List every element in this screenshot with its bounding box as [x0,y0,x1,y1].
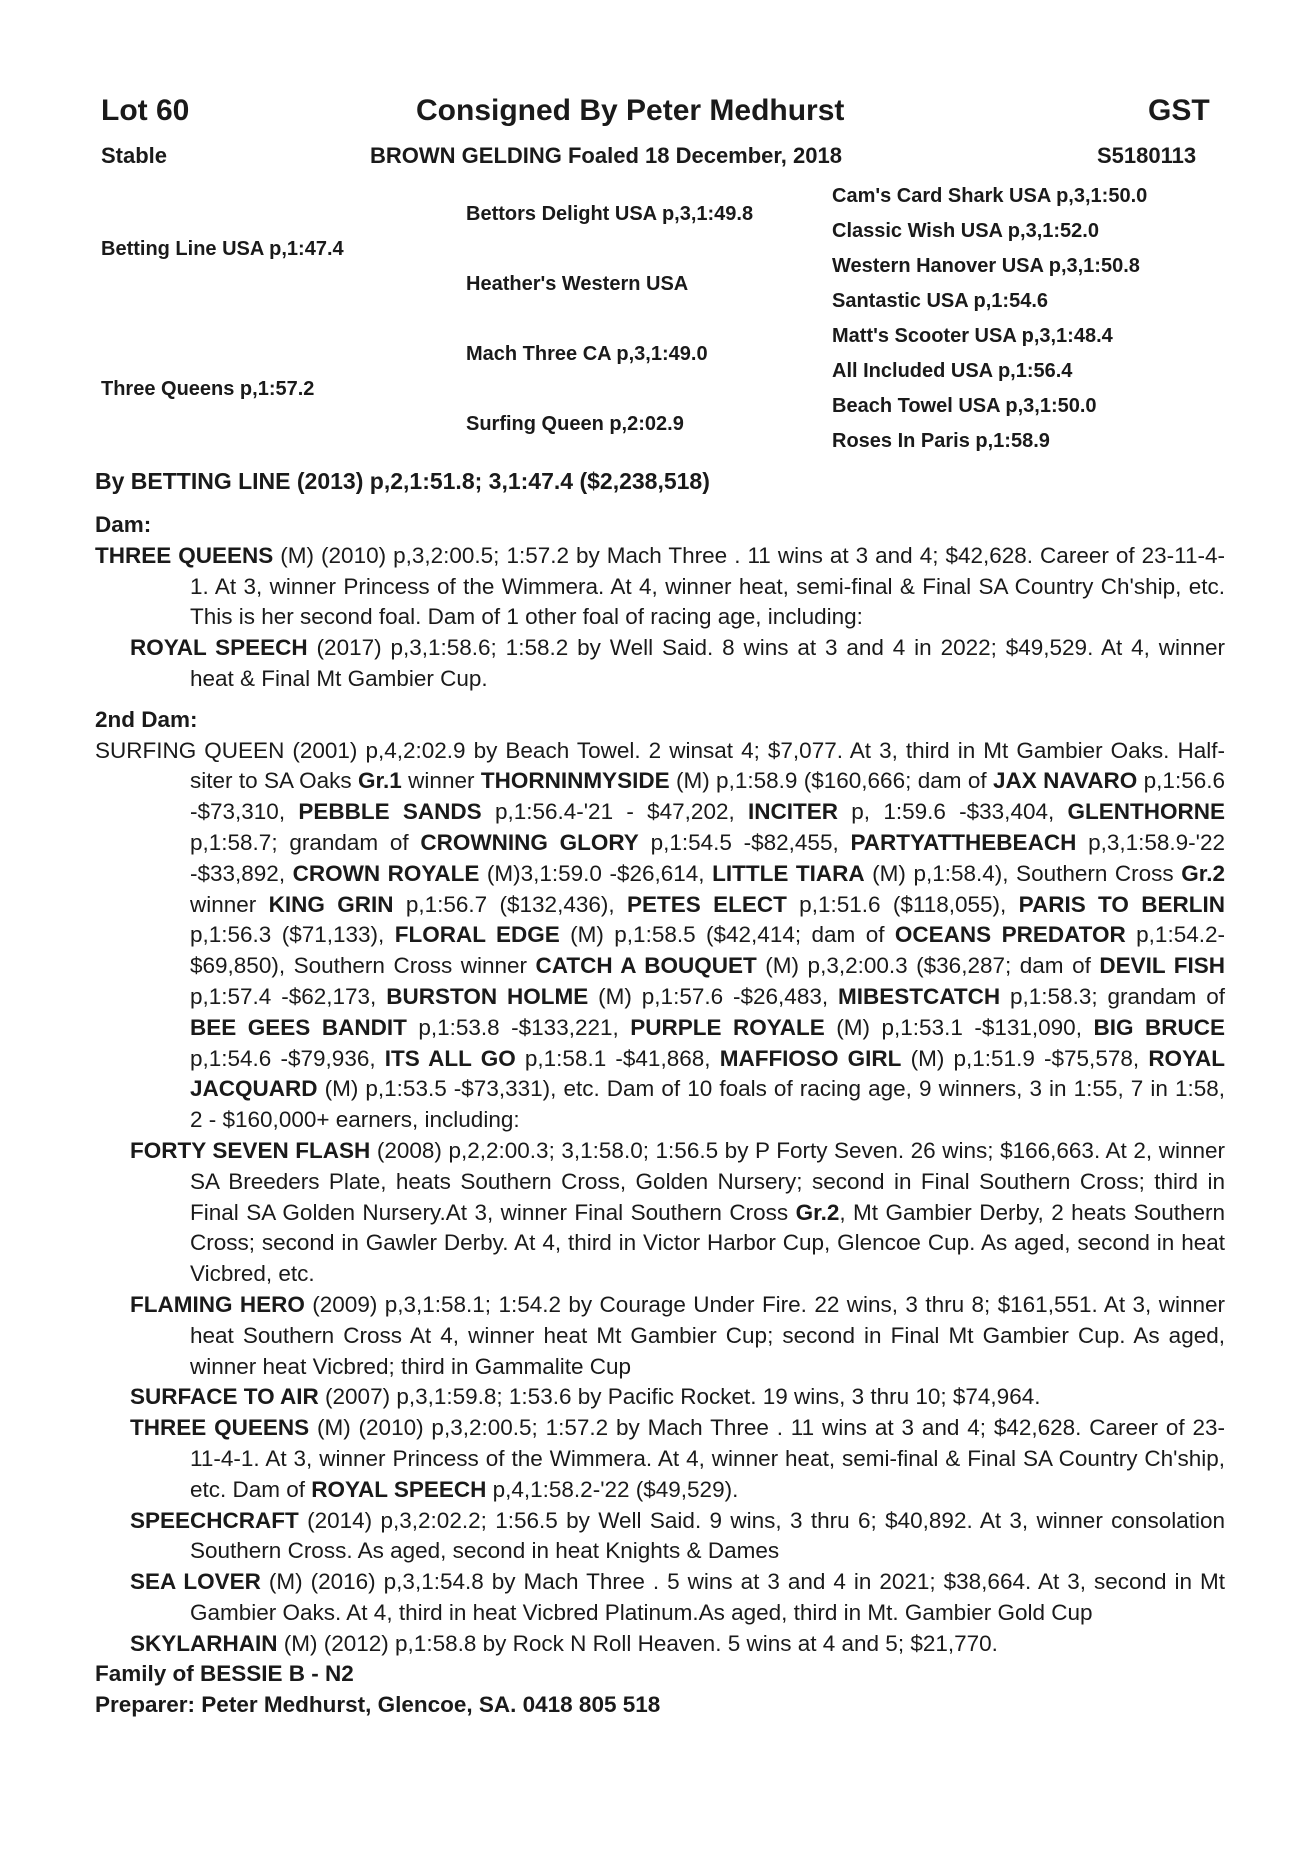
horse-description: BROWN GELDING Foaled 18 December, 2018 [370,143,842,168]
text-run: p,3,1:58.9-'22 -$33,892, [190,829,1225,886]
bold-run: CROWN ROYALE [292,860,480,886]
second-dam-heading: 2nd Dam: [95,706,198,732]
text-run: p,1:58.3; grandam of [1000,983,1225,1009]
progeny-name: SKYLARHAIN [130,1630,278,1656]
text-run: p,1:53.8 -$133,221, [406,1014,631,1040]
dam-text: (M) (2010) p,3,2:00.5; 1:57.2 by Mach Three . 11 wins at 3 and 4; $42,628. Career of 23-11-4-1. At 3, winner Princess of the Wimmera. At 4, winner heat, semi-final & Final SA Country Ch'ship, etc. This is her second foal. Dam of 1 other foal of racing age, including: [190,542,1225,630]
bold-run: ITS ALL GO [384,1045,516,1071]
bold-run: PETES ELECT [626,891,787,917]
progeny-name: SPEECHCRAFT [130,1507,299,1533]
text-run: p,1:56.6 -$73,310, [190,768,1225,825]
progeny-name: FLAMING HERO [130,1291,305,1317]
offspring-name: ROYAL SPEECH [130,635,308,661]
gst-label: GST [1148,94,1210,127]
progeny-name: FORTY SEVEN FLASH [130,1137,371,1163]
bold-run: PEBBLE SANDS [298,799,482,825]
progeny-name: THREE QUEENS [130,1415,310,1441]
catalogue-body [95,510,1225,1721]
text-run: p,1:56.3 ($71,133), [190,922,395,948]
bold-run: PARIS TO BERLIN [1018,891,1225,917]
progeny-entry [95,1629,1225,1660]
pedigree-sire-sire: Bettors Delight USA p,3,1:49.8 [466,203,754,225]
bold-run: BIG BRUCE [1093,1014,1225,1040]
pedigree-gen3: Santastic USA p,1:54.6 [832,290,1049,312]
lot-number: Lot 60 [101,94,190,127]
text-run: p,1:56.4-'21 - $47,202, [481,799,748,825]
bold-run: MIBESTCATCH [838,983,1001,1009]
preparer-line: Preparer: Peter Medhurst, Glencoe, SA. 0418 805 518 [95,1692,661,1718]
pedigree-dam-sire: Mach Three CA p,3,1:49.0 [466,343,708,365]
text-run: SURFING QUEEN (2001) p,4,2:02.9 by Beach Towel. 2 winsat 4; $7,077. At 3, third in Mt Gambier Oaks. Half-siter to SA Oaks [95,737,1225,794]
bold-run: OCEANS PREDATOR [894,922,1126,948]
text-run: (M) p,1:58.5 ($42,414; dam of [559,922,895,948]
pedigree-gen3: Roses In Paris p,1:58.9 [832,430,1050,452]
bold-run: BEE GEES BANDIT [190,1014,407,1040]
bold-run: Gr.1 [358,768,402,794]
pedigree-gen3: Beach Towel USA p,3,1:50.0 [832,395,1097,417]
dam-paragraph [95,541,1225,633]
text-run: (M) p,1:57.6 -$26,483, [588,983,839,1009]
bold-run: CROWNING GLORY [420,829,639,855]
bold-run: ROYAL JACQUARD [190,1045,1225,1102]
text-run: p,1:54.6 -$79,936, [190,1045,385,1071]
bold-run: GLENTHORNE [1067,799,1226,825]
dam-name: THREE QUEENS [95,542,274,568]
bold-run: INCITER [748,799,838,825]
horse-code: S5180113 [1097,143,1197,168]
progeny-text: (M) (2012) p,1:58.8 by Rock N Roll Heaven. 5 wins at 4 and 5; $21,770. [277,1630,998,1656]
pedigree-gen3: Classic Wish USA p,3,1:52.0 [832,220,1099,242]
pedigree-gen3: Cam's Card Shark USA p,3,1:50.0 [832,185,1148,207]
text-run: p,1:51.6 ($118,055), [786,891,1019,917]
bold-run: PARTYATTHEBEACH [850,829,1077,855]
pedigree-gen3: Matt's Scooter USA p,3,1:48.4 [832,325,1113,347]
progeny-text: (2014) p,3,2:02.2; 1:56.5 by Well Said. 9 wins, 3 thru 6; $40,892. At 3, winner consolation Southern Cross. As aged, second in heat Knights & Dames [190,1507,1225,1564]
text-run: p,1:57.4 -$62,173, [190,983,387,1009]
progeny-entry [95,1413,1225,1505]
progeny-entry [95,1136,1225,1290]
progeny-entry [95,1382,1225,1413]
text-run: (M) p,1:51.9 -$75,578, [901,1045,1149,1071]
text-run: p, 1:59.6 -$33,404, [838,799,1068,825]
text-run: (M) p,3,2:00.3 ($36,287; dam of [756,953,1100,979]
pedigree-sire: Betting Line USA p,1:47.4 [101,238,344,260]
consignor: Consigned By Peter Medhurst [416,94,845,127]
bold-run: LITTLE TIARA [712,860,865,886]
bold-run: BURSTON HOLME [386,983,589,1009]
bold-run: MAFFIOSO GIRL [719,1045,902,1071]
text-run: p,1:58.1 -$41,868, [515,1045,720,1071]
dam-heading: Dam: [95,512,152,537]
progeny-text: p,4,1:58.2-'22 ($49,529). [486,1476,739,1502]
second-dam-paragraph [95,736,1225,1136]
bold-run: PURPLE ROYALE [630,1014,825,1040]
text-run: (M) p,1:58.4), Southern Cross [864,860,1182,886]
text-run: (M) p,1:58.9 ($160,666; dam of [669,768,993,794]
progeny-entry [95,1506,1225,1568]
family-line: Family of BESSIE B - N2 [95,1661,354,1687]
bold-run: KING GRIN [268,891,394,917]
text-run: winner [401,768,481,794]
bold-run: FLORAL EDGE [394,922,560,948]
pedigree-dam-dam: Surfing Queen p,2:02.9 [466,413,684,435]
pedigree-gen3: Western Hanover USA p,3,1:50.8 [832,255,1140,277]
progeny-entry [95,1290,1225,1382]
text-run: p,1:56.7 ($132,436), [393,891,627,917]
text-run: (M) p,1:53.5 -$73,331), etc. Dam of 10 foals of racing age, 9 winners, 3 in 1:55, 7 in 1:58, 2 - $160,000+ earners, including: [190,1076,1225,1133]
bold-run: DEVIL FISH [1099,953,1226,979]
text-run: (M)3,1:59.0 -$26,614, [479,860,713,886]
bold-run: Gr.2 [795,1199,840,1225]
progeny-name: SURFACE TO AIR [130,1384,319,1410]
bold-run: CATCH A BOUQUET [535,953,757,979]
text-run: p,1:54.5 -$82,455, [638,829,851,855]
progeny-name: SEA LOVER [130,1569,261,1595]
pedigree-gen3: All Included USA p,1:56.4 [832,360,1073,382]
bold-run: JAX NAVARO [992,768,1138,794]
text-run: p,1:58.7; grandam of [190,829,421,855]
bold-run: Gr.2 [1181,860,1225,886]
pedigree-dam: Three Queens p,1:57.2 [101,378,315,400]
progeny-text: (M) (2010) p,3,2:00.5; 1:57.2 by Mach Three . 11 wins at 3 and 4; $42,628. Career of 23-11-4-1. At 3, winner Princess of the Wimmera. At 4, winner heat, semi-final & Final SA Country Ch'ship, etc. Dam of [190,1415,1225,1502]
text-run: p,1:54.2- $69,850), Southern Cross winner [190,922,1225,979]
progeny-text: (2008) p,2,2:00.3; 3,1:58.0; 1:56.5 by P Forty Seven. 26 wins; $166,663. At 2, winner SA Breeders Plate, heats Southern Cross, Golden Nursery; second in Final Southern Cross; third in Final SA Golden Nursery.At 3, winner Final Southern Cross [190,1137,1225,1225]
bold-run: THORNINMYSIDE [480,768,670,794]
sire-summary: By BETTING LINE (2013) p,2,1:51.8; 3,1:47.4 ($2,238,518) [95,468,710,494]
bold-run: ROYAL SPEECH [311,1476,487,1502]
dam-offspring [95,633,1225,695]
progeny-entry [95,1567,1225,1629]
progeny-text: (2007) p,3,1:59.8; 1:53.6 by Pacific Rocket. 19 wins, 3 thru 10; $74,964. [318,1384,1041,1410]
text-run: winner [190,891,269,917]
progeny-text: , Mt Gambier Derby, 2 heats Southern Cross; second in Gawler Derby. At 4, third in Victor Harbor Cup, Glencoe Cup. As aged, second in heat Vicbred, etc. [190,1199,1225,1287]
progeny-text: (2009) p,3,1:58.1; 1:54.2 by Courage Under Fire. 22 wins, 3 thru 8; $161,551. At 3, winner heat Southern Cross At 4, winner heat Mt Gambier Cup; second in Final Mt Gambier Cup. As aged, winner heat Vicbred; third in Gammalite Cup [190,1291,1225,1379]
pedigree-sire-dam: Heather's Western USA [466,273,689,295]
text-run: (M) p,1:53.1 -$131,090, [824,1014,1094,1040]
progeny-text: (M) (2016) p,3,1:54.8 by Mach Three . 5 wins at 3 and 4 in 2021; $38,664. At 3, second in Mt Gambier Oaks. At 4, third in heat Vicbred Platinum.As aged, third in Mt. Gambier Gold Cup [190,1569,1225,1625]
stable-label: Stable [101,143,168,168]
offspring-text: (2017) p,3,1:58.6; 1:58.2 by Well Said. 8 wins at 3 and 4 in 2022; $49,529. At 4, winner heat & Final Mt Gambier Cup. [190,635,1225,691]
